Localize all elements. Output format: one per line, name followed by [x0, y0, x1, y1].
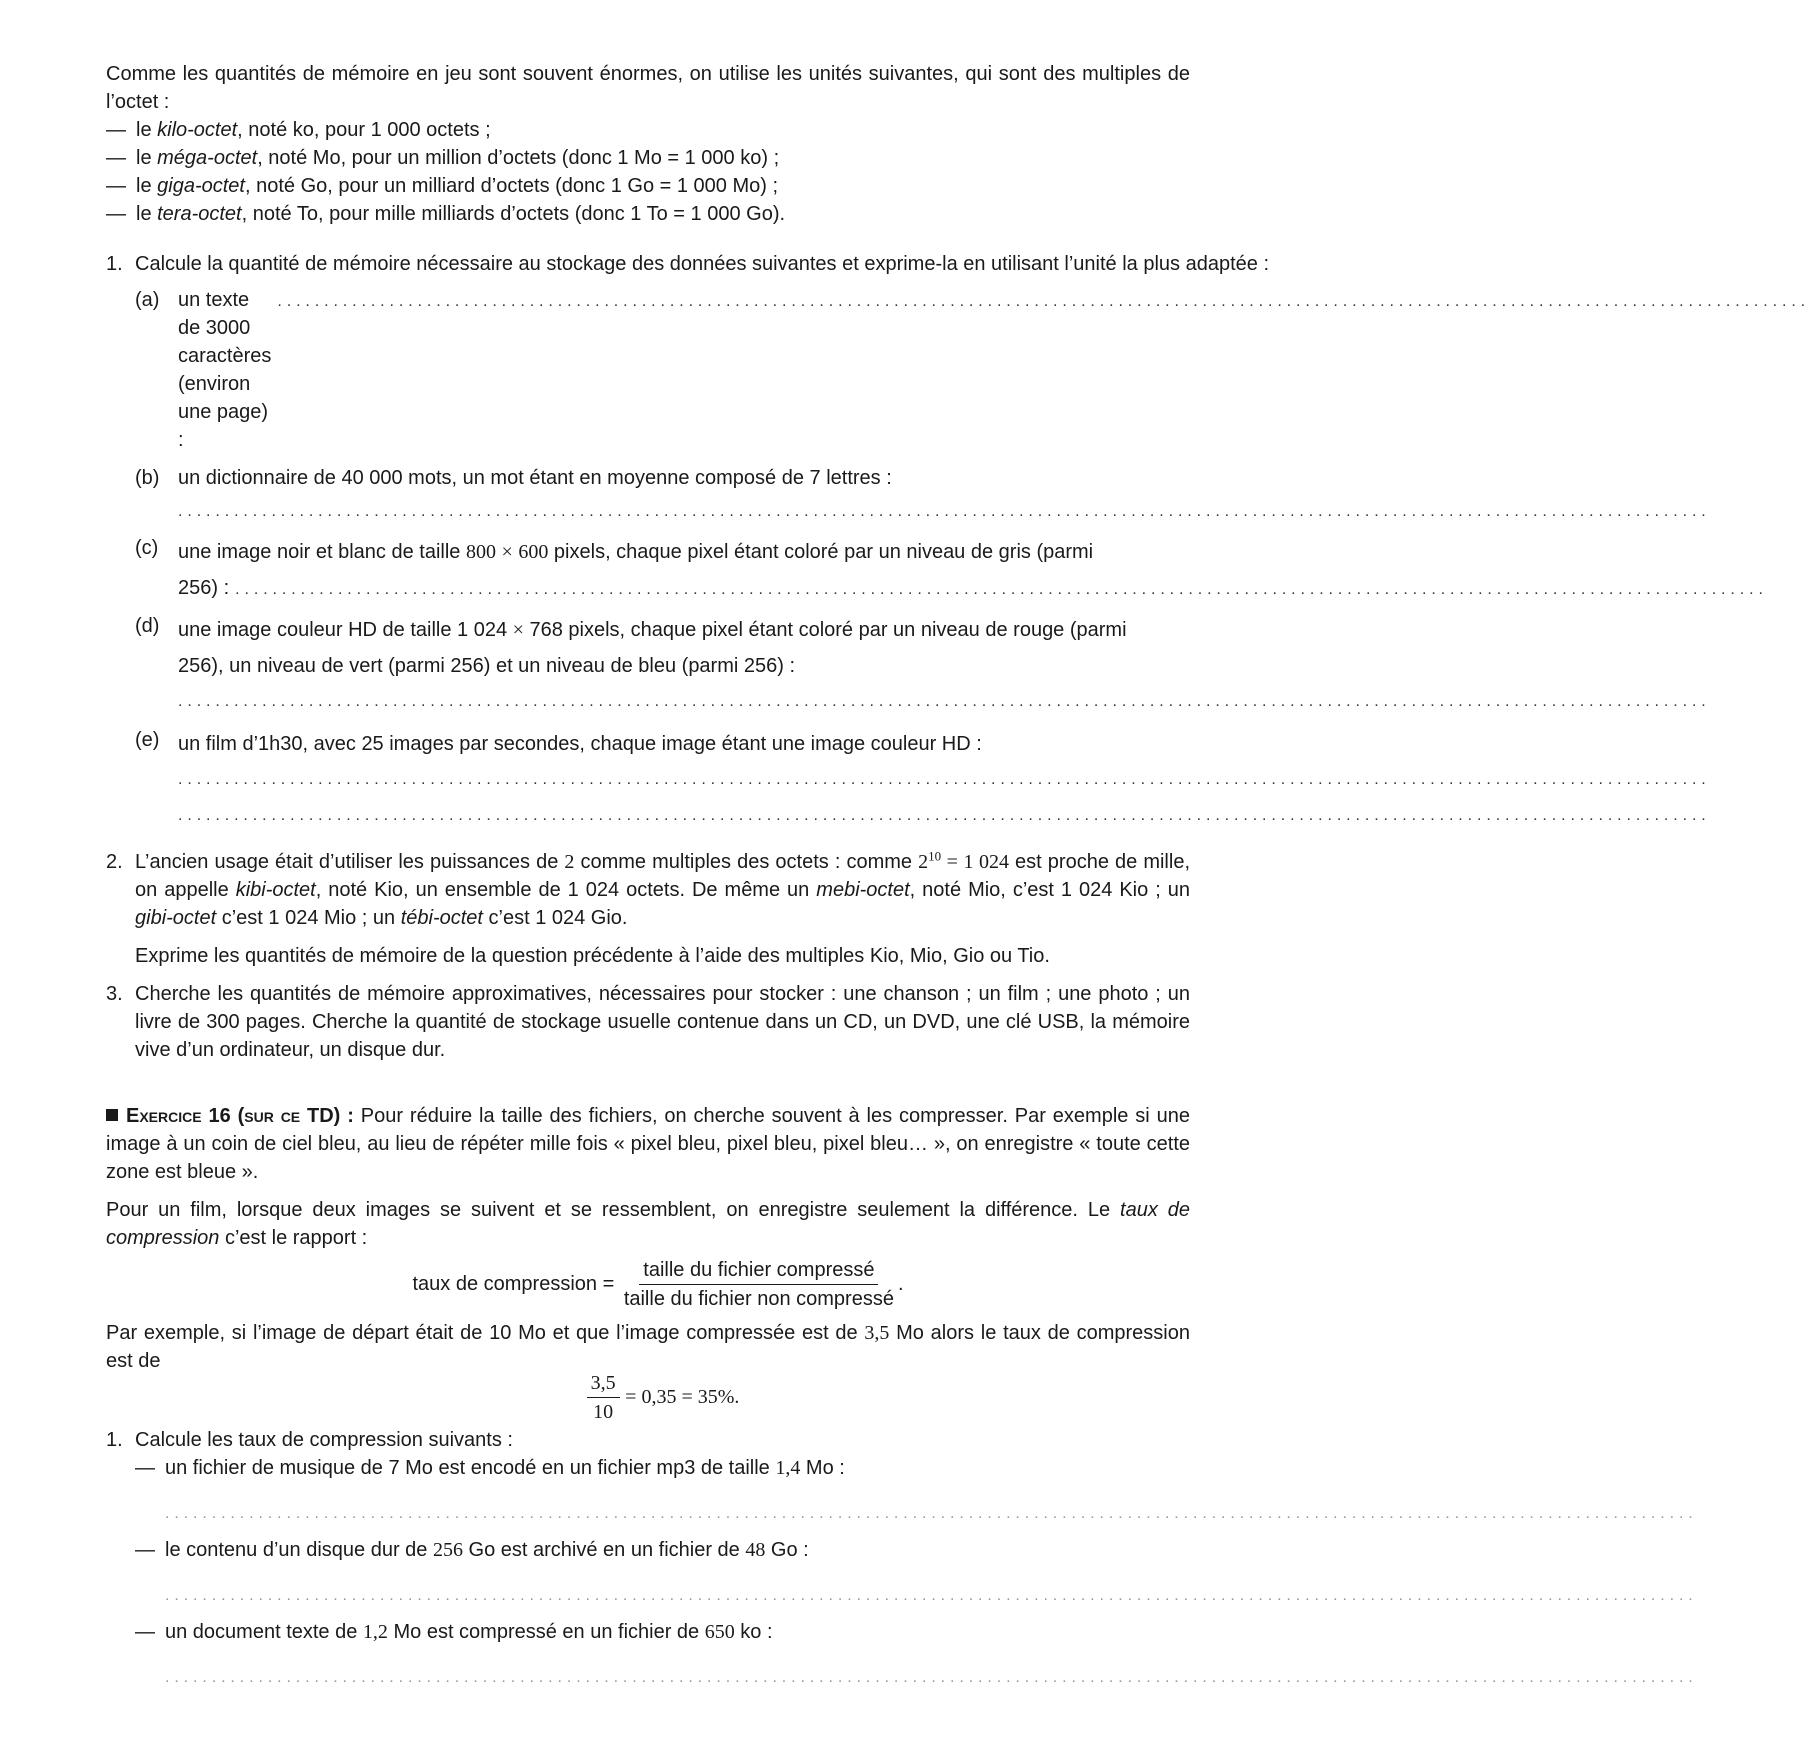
unit-item: — le méga-octet, noté Mo, pour un million d’octets (donc 1 Mo = 1 000 ko) ;: [106, 147, 780, 169]
example-formula: $\frac{3,5}{10}$ = 0,35 = 35%.: [136, 1369, 1190, 1426]
answer-line[interactable]: ....................................................................................................................................................................: [178, 503, 1711, 520]
question-text: Exprime les quantités de mémoire de la question précédente à l’aide des multiples Kio, Mio, Gio ou Tio.: [135, 945, 1050, 967]
answer-line[interactable]: ....................................................................................................................................................................: [165, 1587, 1698, 1604]
answer-line[interactable]: ....................................................................................................................................................................: [277, 293, 1810, 310]
question-1: [106, 250, 1810, 834]
answer-line[interactable]: ....................................................................................................................................................................: [235, 581, 1768, 598]
exercise-16-intro: Exercice 16 (sur ce TD) : Pour réduire la taille des fichiers, on cherche souvent à les compresser. Par exemple si une image à un coin de ciel bleu, au lieu de répéter mille fois « pixel bleu, pixel bleu, pixel bleu… », on enregistre « toute cette zone est bleue ».: [106, 1105, 1190, 1183]
question-2: 2. L’ancien usage était d’utiliser les puissances de 2 comme multiples des octets : comme $2^{10} = 1$ 024 est proche de mille, on appelle kibi-octet, noté Kio, un ensemble de 1 024 octets. De même un mebi-octet, noté Mio, c’est 1 024 Kio ; un gibi-octet c’est 1 024 Mio ; un tébi-octet c’est 1 024 Gio. Exprime les quantités de mémoire de la question précédente à l’aide des multiples Kio, Mio, Gio ou Tio.: [106, 848, 1190, 970]
subquestion-a: (a) un texte de 3000 caractères (environ une page) : ....................................................................................................................................................................: [135, 289, 1810, 451]
unit-item: — le giga-octet, noté Go, pour un milliard d’octets (donc 1 Go = 1 000 Mo) ;: [106, 175, 779, 197]
exercise-16-example: Par exemple, si l’image de départ était de 10 Mo et que l’image compressée est de 3,5 Mo alors le taux de compression est de: [106, 1322, 1190, 1372]
compression-items: [135, 1454, 1698, 1692]
subquestion-d: (d) une image couleur HD de taille 1 024 × 768 pixels, chaque pixel étant coloré par un niveau de rouge (parmi 256), un niveau de vert (parmi 256) et un niveau de bleu (parmi 256) : ....................................................................................................................................................................: [135, 612, 1810, 720]
question-text: L’ancien usage était d’utiliser les puissances de 2 comme multiples des octets : comme $2^{10} = 1$ 024 est proche de mille, on appelle kibi-octet, noté Kio, un ensemble de 1 024 octets. De même un mebi-octet, noté Mio, c’est 1 024 Kio ; un gibi-octet c’est 1 024 Mio ; un tébi-octet c’est 1 024 Gio.: [135, 848, 1191, 929]
answer-line[interactable]: ....................................................................................................................................................................: [165, 1505, 1698, 1522]
question-text: Cherche les quantités de mémoire approximatives, nécessaires pour stocker : une chanson ; un film ; une photo ; un livre de 300 pages. Cherche la quantité de stockage usuelle contenue dans un CD, un DVD, une clé USB, la mémoire vive d’un ordinateur, un disque dur.: [135, 983, 1190, 1061]
intro-text: Comme les quantités de mémoire en jeu sont souvent énormes, on utilise les unités suivantes, qui sont des multiples de l’octet :: [106, 63, 1190, 113]
compression-formula: taux de compression = $\frac{\text{taille du fichier compressé}}{\text{taille du fichier non compressé}}$ .: [126, 1256, 1190, 1313]
unit-list: [106, 116, 1190, 228]
document-content: [106, 60, 1810, 1692]
answer-line[interactable]: ....................................................................................................................................................................: [178, 693, 1711, 710]
exercise-16-question-1: 1. Calcule les taux de compression suivants : — un fichier de musique de 7 Mo est encodé en un fichier mp3 de taille 1,4 Mo : .................................................................................................................................................................... — le contenu d’un disque dur de 256 Go est archivé en un fichier de 48 Go : .................................................................................................................................................................... — un document texte de 1,2 Mo est compressé en un fichier de 650 ko : ....................................................................................................................................................................: [106, 1426, 1190, 1692]
answer-line[interactable]: ....................................................................................................................................................................: [178, 807, 1711, 824]
list-item: — un document texte de 1,2 Mo est compressé en un fichier de 650 ko : ....................................................................................................................................................................: [135, 1618, 1698, 1692]
subquestion-e: (e) un film d’1h30, avec 25 images par secondes, chaque image étant une image couleur HD : .................................................................................................................................................................... ....................................................................................................................................................................: [135, 726, 1810, 834]
unit-item: — le kilo-octet, noté ko, pour 1 000 octets ;: [106, 119, 491, 141]
subquestion-c: (c) une image noir et blanc de taille 800 × 600 pixels, chaque pixel étant coloré par un niveau de gris (parmi 256) : ....................................................................................................................................................................: [135, 534, 1810, 608]
question-3: 3. Cherche les quantités de mémoire approximatives, nécessaires pour stocker : une chanson ; un film ; une photo ; un livre de 300 pages. Cherche la quantité de stockage usuelle contenue dans un CD, un DVD, une clé USB, la mémoire vive d’un ordinateur, un disque dur.: [106, 980, 1190, 1064]
unit-item: — le tera-octet, noté To, pour mille milliards d’octets (donc 1 To = 1 000 Go).: [106, 203, 786, 225]
exercise-16-paragraph: Pour un film, lorsque deux images se suivent et se ressemblent, on enregistre seulement la différence. Le taux de compression c’est le rapport :: [106, 1199, 1190, 1249]
square-bullet-icon: [106, 1109, 118, 1121]
question-number: 1.: [106, 253, 123, 275]
exercise-title: Exercice 16 (sur ce TD) :: [126, 1105, 354, 1127]
question-text: Calcule la quantité de mémoire nécessaire au stockage des données suivantes et exprime-la en utilisant l’unité la plus adaptée :: [135, 253, 1270, 275]
list-item: — un fichier de musique de 7 Mo est encodé en un fichier mp3 de taille 1,4 Mo : ....................................................................................................................................................................: [135, 1454, 1698, 1528]
answer-line[interactable]: ....................................................................................................................................................................: [178, 771, 1711, 788]
answer-line[interactable]: ....................................................................................................................................................................: [165, 1669, 1698, 1686]
list-item: — le contenu d’un disque dur de 256 Go est archivé en un fichier de 48 Go : ....................................................................................................................................................................: [135, 1536, 1698, 1610]
subquestion-b: (b) un dictionnaire de 40 000 mots, un mot étant en moyenne composé de 7 lettres : ....................................................................................................................................................................: [135, 464, 1810, 526]
